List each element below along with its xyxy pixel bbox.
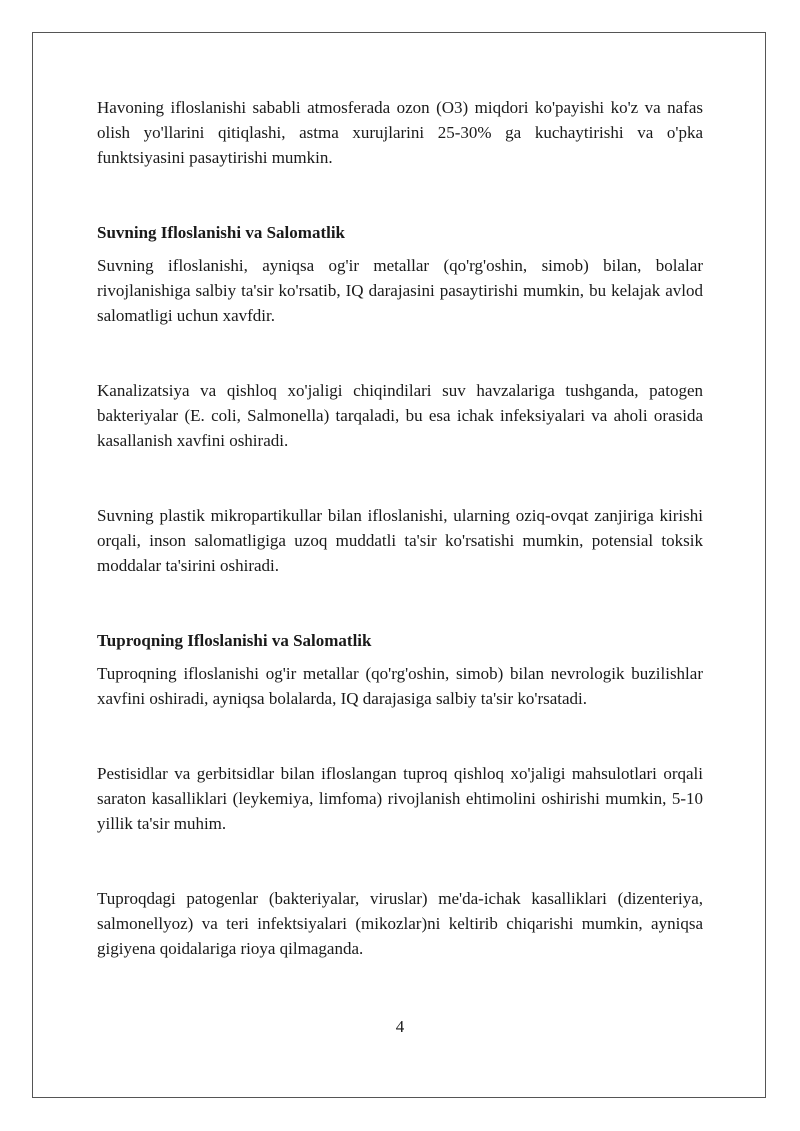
heading-water-pollution: Suvning Ifloslanishi va Salomatlik <box>97 223 346 242</box>
paragraph-soil-pathogens: Tuproqdagi patogenlar (bakteriyalar, viruslar) me'da-ichak kasalliklari (dizenteriya, salmonellyoz) va teri infektsiyalari (mikozlar)ni keltirib chiqarishi mumkin, ayniqsa gigiyena qoidalariga rioya qilmaganda. <box>97 889 703 958</box>
paragraph-water-heavy-metals: Suvning ifloslanishi, ayniqsa og'ir metallar (qo'rg'oshin, simob) bilan, bolalar rivojlanishiga salbiy ta'sir ko'rsatib, IQ darajasini pasaytirishi mumkin, bu kelajak avlod salomatligi uchun xavfdir. <box>97 256 703 325</box>
heading-soil-pollution: Tuproqning Ifloslanishi va Salomatlik <box>97 631 372 650</box>
page-number: 4 <box>395 1017 405 1036</box>
paragraph-ozone: Havoning ifloslanishi sababli atmosferada ozon (O3) miqdori ko'payishi ko'z va nafas olish yo'llarini qitiqlashi, astma xurujlarini 25-30% ga kuchaytirishi va o'pka funktsiyasini pasaytirishi mumkin. <box>97 98 703 167</box>
document-body <box>97 95 703 961</box>
paragraph-water-microplastics: Suvning plastik mikropartikullar bilan ifloslanishi, ularning oziq-ovqat zanjiriga kirishi orqali, inson salomatligiga uzoq muddatli ta'sir ko'rsatishi mumkin, potensial toksik moddalar ta'sirini oshiradi. <box>97 506 703 575</box>
paragraph-soil-pesticides: Pestisidlar va gerbitsidlar bilan ifloslangan tuproq qishloq xo'jaligi mahsulotlari orqali saraton kasalliklari (leykemiya, limfoma) rivojlanish ehtimolini oshirishi mumkin, 5-10 yillik ta'sir muhim. <box>97 764 703 833</box>
paragraph-water-sewage: Kanalizatsiya va qishloq xo'jaligi chiqindilari suv havzalariga tushganda, patogen bakteriyalar (E. coli, Salmonella) tarqaladi, bu esa ichak infeksiyalari va aholi orasida kasallanish xavfini oshiradi. <box>97 381 703 450</box>
paragraph-soil-heavy-metals: Tuproqning ifloslanishi og'ir metallar (qo'rg'oshin, simob) bilan nevrologik buzilishlar xavfini oshiradi, ayniqsa bolalarda, IQ darajasiga salbiy ta'sir ko'rsatadi. <box>97 664 703 708</box>
